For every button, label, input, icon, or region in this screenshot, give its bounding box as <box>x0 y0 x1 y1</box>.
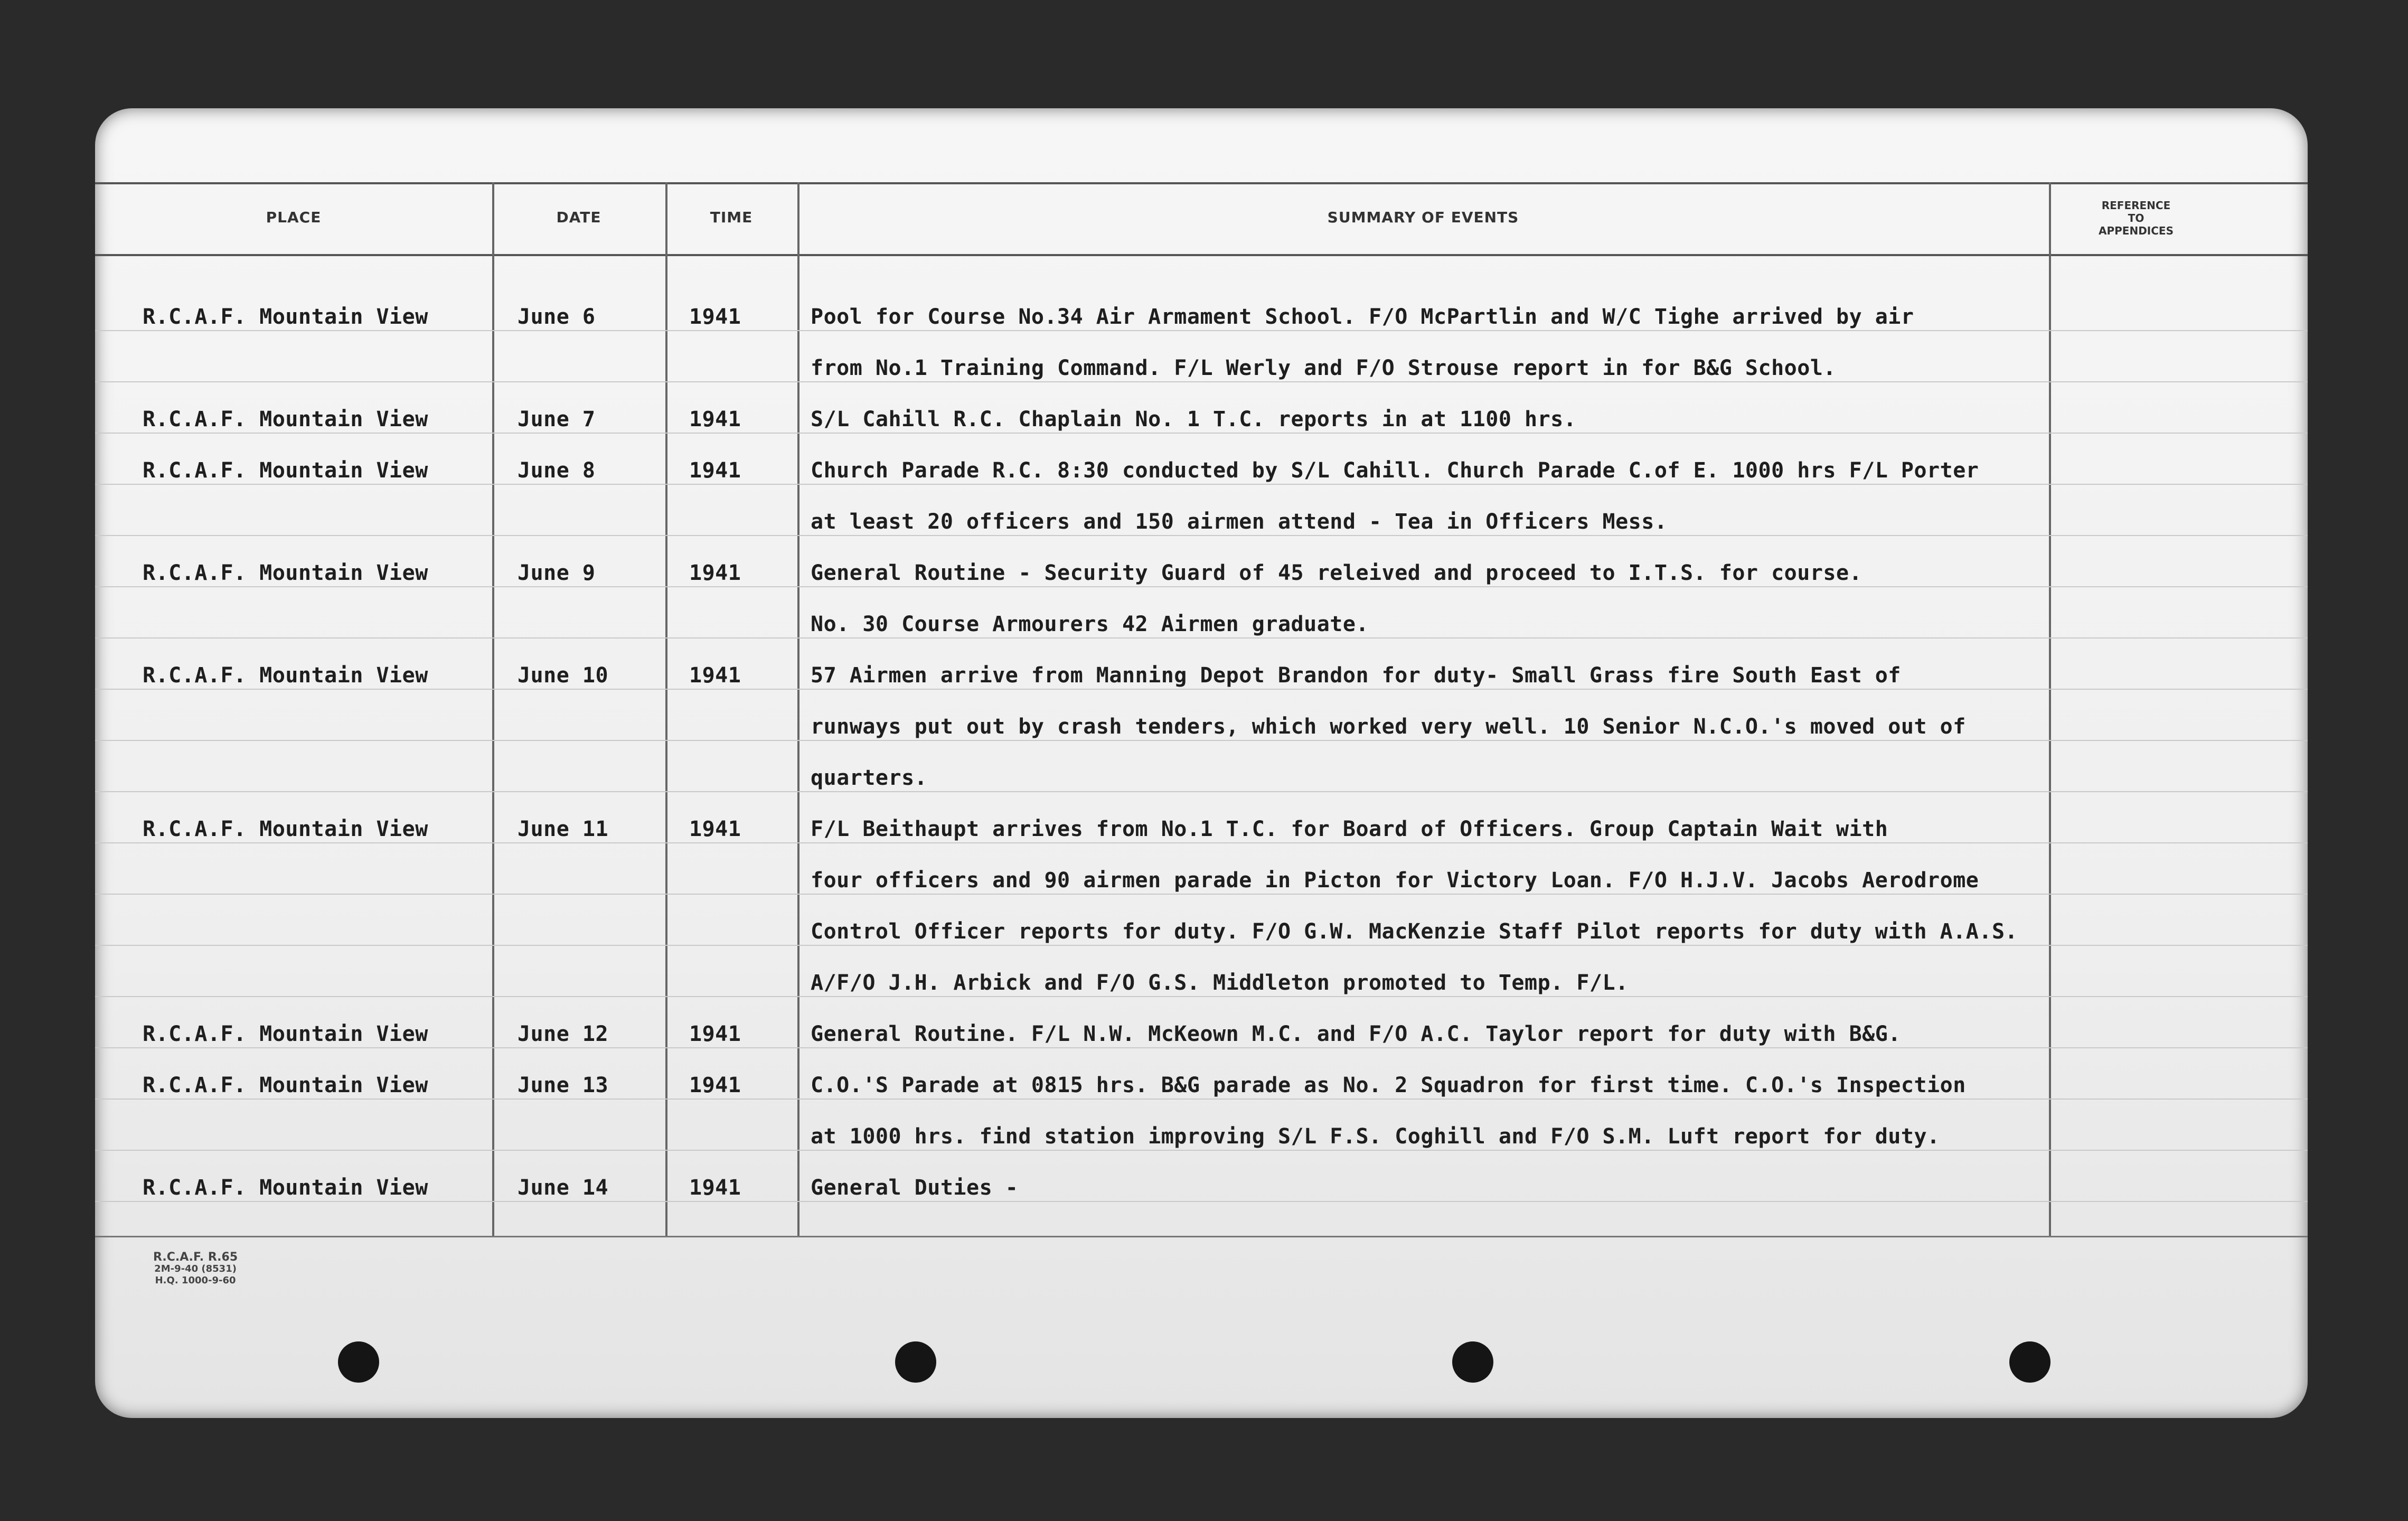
ruled-line <box>95 586 2308 587</box>
form-code-line3: H.Q. 1000-9-60 <box>155 1275 236 1286</box>
entry-summary-line: A/F/O J.H. Arbick and F/O G.S. Middleton promoted to Temp. F/L. <box>811 971 1629 995</box>
ruled-line <box>95 1150 2308 1151</box>
entry-summary-line: F/L Beithaupt arrives from No.1 T.C. for Board of Officers. Group Captain Wait with <box>811 817 1888 841</box>
entry-time: 1941 <box>689 458 741 483</box>
ruled-line <box>95 996 2308 997</box>
table-bottom-rule <box>95 1236 2308 1237</box>
ruled-line <box>95 945 2308 946</box>
entry-place: R.C.A.F. Mountain View <box>143 305 428 329</box>
punch-hole <box>895 1341 936 1383</box>
entry-time: 1941 <box>689 1022 741 1046</box>
punch-hole <box>2009 1341 2050 1383</box>
entry-date: June 9 <box>518 561 596 585</box>
entry-date: June 12 <box>518 1022 609 1046</box>
ruled-line <box>95 894 2308 895</box>
header-summary: SUMMARY OF EVENTS <box>1327 209 1519 226</box>
entry-summary-line: C.O.'S Parade at 0815 hrs. B&G parade as No. 2 Squadron for first time. C.O.'s Inspection <box>811 1073 1966 1097</box>
entry-time: 1941 <box>689 663 741 688</box>
entry-summary-line: General Routine - Security Guard of 45 releived and proceed to I.T.S. for course. <box>811 561 1863 585</box>
punch-hole <box>338 1341 379 1383</box>
divider-time-summary <box>797 182 799 1236</box>
ruled-line <box>95 637 2308 639</box>
entry-date: June 11 <box>518 817 609 841</box>
entry-place: R.C.A.F. Mountain View <box>143 1022 428 1046</box>
entry-summary-line: four officers and 90 airmen parade in Picton for Victory Loan. F/O H.J.V. Jacobs Aerodrome <box>811 868 1979 893</box>
ruled-line <box>95 484 2308 485</box>
ruled-line <box>95 381 2308 382</box>
header-place: PLACE <box>266 209 322 226</box>
entry-time: 1941 <box>689 1073 741 1097</box>
entry-summary-line: Pool for Course No.34 Air Armament School. F/O McPartlin and W/C Tighe arrived by air <box>811 305 1914 329</box>
entry-place: R.C.A.F. Mountain View <box>143 1073 428 1097</box>
header-reference-line2: TO <box>2128 212 2144 224</box>
ruled-line <box>95 433 2308 434</box>
ruled-line <box>95 1201 2308 1202</box>
divider-summary-reference <box>2049 182 2051 1236</box>
entry-summary-line: General Routine. F/L N.W. McKeown M.C. and F/O A.C. Taylor report for duty with B&G. <box>811 1022 1901 1046</box>
form-code-line1: R.C.A.F. R.65 <box>153 1251 238 1264</box>
entry-date: June 10 <box>518 663 609 688</box>
entry-summary-line: runways put out by crash tenders, which worked very well. 10 Senior N.C.O.'s moved out of <box>811 715 1966 739</box>
entry-time: 1941 <box>689 305 741 329</box>
entry-place: R.C.A.F. Mountain View <box>143 458 428 483</box>
form-code-line2: 2M-9-40 (8531) <box>154 1263 237 1274</box>
entry-summary-line: at least 20 officers and 150 airmen attend - Tea in Officers Mess. <box>811 510 1668 534</box>
entry-date: June 6 <box>518 305 596 329</box>
header-reference <box>2054 199 2218 237</box>
header-reference-line3: APPENDICES <box>2099 224 2174 237</box>
entry-date: June 14 <box>518 1176 609 1200</box>
divider-place-date <box>492 182 494 1236</box>
entry-summary-line: quarters. <box>811 766 928 790</box>
entry-place: R.C.A.F. Mountain View <box>143 663 428 688</box>
ruled-line <box>95 535 2308 536</box>
entry-summary-line: General Duties - <box>811 1176 1019 1200</box>
entry-place: R.C.A.F. Mountain View <box>143 407 428 431</box>
divider-date-time <box>665 182 667 1236</box>
entry-date: June 7 <box>518 407 596 431</box>
ruled-line <box>95 842 2308 843</box>
entry-time: 1941 <box>689 817 741 841</box>
entry-place: R.C.A.F. Mountain View <box>143 1176 428 1200</box>
header-date: DATE <box>556 209 601 226</box>
form-code <box>153 1252 238 1287</box>
ruled-line <box>95 791 2308 792</box>
punch-hole <box>1452 1341 1493 1383</box>
entry-time: 1941 <box>689 561 741 585</box>
header-top-rule <box>95 182 2308 184</box>
ruled-line <box>95 1098 2308 1100</box>
header-bottom-rule <box>95 254 2308 256</box>
entry-summary-line: Church Parade R.C. 8:30 conducted by S/L Cahill. Church Parade C.of E. 1000 hrs F/L Porter <box>811 458 1979 483</box>
ruled-line <box>95 1047 2308 1048</box>
record-card <box>95 108 2308 1418</box>
entry-date: June 8 <box>518 458 596 483</box>
ruled-line <box>95 330 2308 331</box>
entry-summary-line: from No.1 Training Command. F/L Werly and F/O Strouse report in for B&G School. <box>811 356 1836 380</box>
entry-time: 1941 <box>689 407 741 431</box>
entry-time: 1941 <box>689 1176 741 1200</box>
ruled-line <box>95 740 2308 741</box>
ruled-line <box>95 689 2308 690</box>
header-reference-line1: REFERENCE <box>2101 199 2171 212</box>
entry-place: R.C.A.F. Mountain View <box>143 817 428 841</box>
entry-summary-line: 57 Airmen arrive from Manning Depot Brandon for duty- Small Grass fire South East of <box>811 663 1901 688</box>
entry-summary-line: No. 30 Course Armourers 42 Airmen graduate. <box>811 612 1369 636</box>
header-time: TIME <box>710 209 753 226</box>
entry-summary-line: Control Officer reports for duty. F/O G.W. MacKenzie Staff Pilot reports for duty with A.A.S. <box>811 919 2018 944</box>
entry-summary-line: at 1000 hrs. find station improving S/L F.S. Coghill and F/O S.M. Luft report for duty. <box>811 1124 1940 1149</box>
entry-date: June 13 <box>518 1073 609 1097</box>
entry-summary-line: S/L Cahill R.C. Chaplain No. 1 T.C. reports in at 1100 hrs. <box>811 407 1577 431</box>
entry-place: R.C.A.F. Mountain View <box>143 561 428 585</box>
